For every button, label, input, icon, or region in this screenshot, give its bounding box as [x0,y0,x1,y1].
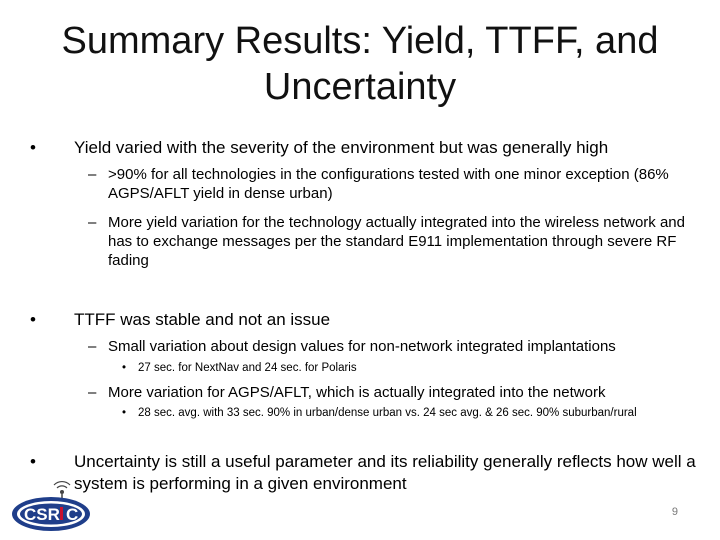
page-number: 9 [671,506,678,518]
sub-bullet-ttff-2 [88,383,710,402]
sub-bullet-marker: – [88,214,97,231]
sub-bullet-text: >90% for all technologies in the configurations tested with one minor exception (86% AGPS/AFLT yield in dense urban) [108,166,669,202]
slide-title: Summary Results: Yield, TTFF, and Uncertainty [61,20,659,108]
sub-bullet-marker: – [88,338,97,355]
sub-sub-bullet-marker: • [122,362,127,374]
sub-bullet-yield-2 [88,213,710,270]
bullet-text: Uncertainty is still a useful parameter and its reliability generally reflects how well a system is performing in a given environment [74,452,696,493]
bullet-text: TTFF was stable and not an issue [74,310,331,329]
sub-bullet-ttff-1 [88,337,710,356]
logo-i-bar [60,507,63,520]
sub-bullet-marker: – [88,384,97,401]
bullet-marker: • [30,310,36,329]
bullet-ttff [30,309,720,331]
bullet-marker: • [30,452,36,471]
sub-sub-bullet-ttff-1 [122,361,716,376]
sub-sub-bullet-ttff-2 [122,406,716,421]
csric-logo [10,480,92,536]
logo-text-right: C [66,505,79,524]
logo-text-left: CSR [24,505,60,524]
sub-bullet-marker: – [88,166,97,183]
sub-sub-bullet-text: 28 sec. avg. with 33 sec. 90% in urban/dense urban vs. 24 sec avg. & 26 sec. 90% suburban/rural [138,407,637,419]
bullet-uncertainty [30,451,720,495]
bullet-text: Yield varied with the severity of the environment but was generally high [74,138,609,157]
sub-bullet-text: More yield variation for the technology actually integrated into the wireless network and has to exchange messages per the standard E911 implementation through severe RF fading [108,214,685,269]
sub-bullet-text: More variation for AGPS/AFLT, which is actually integrated into the network [108,384,606,401]
bullet-marker: • [30,138,36,157]
sub-bullet-text: Small variation about design values for non-network integrated implantations [108,338,616,355]
bullet-yield [30,137,720,159]
sub-bullet-yield-1 [88,165,710,203]
sub-sub-bullet-marker: • [122,407,127,419]
sub-sub-bullet-text: 27 sec. for NextNav and 24 sec. for Polaris [138,362,357,374]
